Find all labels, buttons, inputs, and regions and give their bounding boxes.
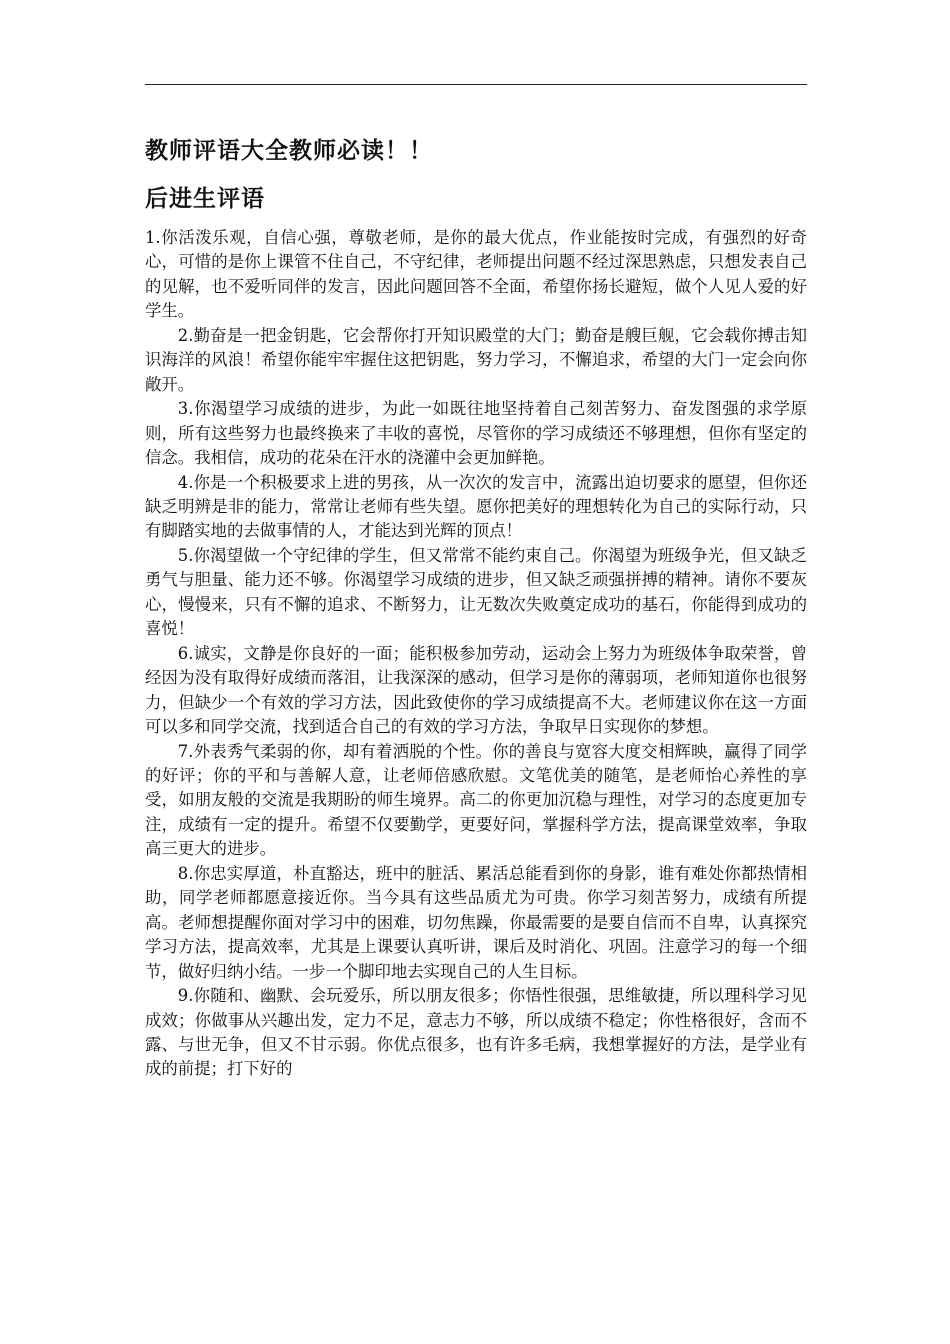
section-title: 后进生评语: [145, 185, 265, 212]
paragraph-7: 7.外表秀气柔弱的你，却有着洒脱的个性。你的善良与宽容大度交相辉映，赢得了同学的好评；你的平和与善解人意，让老师倍感欣慰。文笔优美的随笔，是老师怡心养性的享受，如朋友般的交流是我期盼的师生境界。高二的你更加沉稳与理性，对学习的态度更加专注，成绩有一定的提升。希望不仅要勤学，更要好问，掌握科学方法，提高课堂效率，争取高三更大的进步。: [145, 741, 807, 859]
paragraph-6: 6.诚实，文静是你良好的一面；能积极参加劳动，运动会上努力为班级体争取荣誉，曾经因为没有取得好成绩而落泪，让我深深的感动，但学习是你的薄弱项，老师知道你也很努力，但缺少一个有效的学习方法，因此致使你的学习成绩提高不大。老师建议你在这一方面可以多和同学交流，找到适合自己的有效的学习方法，争取早日实现你的梦想。: [145, 643, 807, 737]
paragraph-1: 1.你活泼乐观，自信心强，尊敬老师，是你的最大优点，作业能按时完成，有强烈的好奇心，可惜的是你上课管不住自己，不守纪律，老师提出问题不经过深思熟虑，只想发表自己的见解，也不爱听同伴的发言，因此问题回答不全面，希望你扬长避短，做个人见人爱的好学生。: [145, 228, 807, 321]
document-body: [145, 226, 807, 1082]
paragraph-3: 3.你渴望学习成绩的进步，为此一如既往地坚持着自己刻苦努力、奋发图强的求学原则，所有这些努力也最终换来了丰收的喜悦，尽管你的学习成绩还不够理想，但你有坚定的信念。我相信，成功的花朵在汗水的浇灌中会更加鲜艳。: [145, 399, 807, 468]
paragraph-9: 9.你随和、幽默、会玩爱乐，所以朋友很多；你悟性很强，思维敏捷，所以理科学习见成效；你做事从兴趣出发，定力不足，意志力不够，所以成绩不稳定；你性格很好，含而不露、与世无争，但又不甘示弱。你优点很多，也有许多毛病，我想掌握好的方法，是学业有成的前提；打下好的: [145, 986, 807, 1079]
header-rule: [145, 84, 807, 85]
paragraph-5: 5.你渴望做一个守纪律的学生，但又常常不能约束自己。你渴望为班级争光，但又缺乏勇气与胆量、能力还不够。你渴望学习成绩的进步，但又缺乏顽强拼搏的精神。请你不要灰心，慢慢来，只有不懈的追求、不断努力，让无数次失败奠定成功的基石，你能得到成功的喜悦！: [145, 545, 807, 639]
paragraph-2: 2.勤奋是一把金钥匙，它会帮你打开知识殿堂的大门；勤奋是艘巨舰，它会载你搏击知识海洋的风浪！希望你能牢牢握住这把钥匙，努力学习，不懈追求，希望的大门一定会向你敞开。: [145, 325, 807, 394]
paragraph-8: 8.你忠实厚道，朴直豁达，班中的脏活、累活总能看到你的身影，谁有难处你都热情相助，同学老师都愿意接近你。当今具有这些品质尤为可贵。你学习刻苦努力，成绩有所提高。老师想提醒你面对学习中的困难，切勿焦躁，你最需要的是要自信而不自卑，认真探究学习方法，提高效率，尤其是上课要认真听讲，课后及时消化、巩固。注意学习的每一个细节，做好归纳小结。一步一个脚印地去实现自己的人生目标。: [145, 863, 807, 981]
document-page: [145, 0, 807, 1344]
document-title: 教师评语大全教师必读！！: [145, 137, 433, 164]
paragraph-4: 4.你是一个积极要求上进的男孩，从一次次的发言中，流露出迫切要求的愿望，但你还缺乏明辨是非的能力，常常让老师有些失望。愿你把美好的理想转化为自己的实际行动，只有脚踏实地的去做事情的人，才能达到光辉的顶点！: [145, 472, 807, 541]
